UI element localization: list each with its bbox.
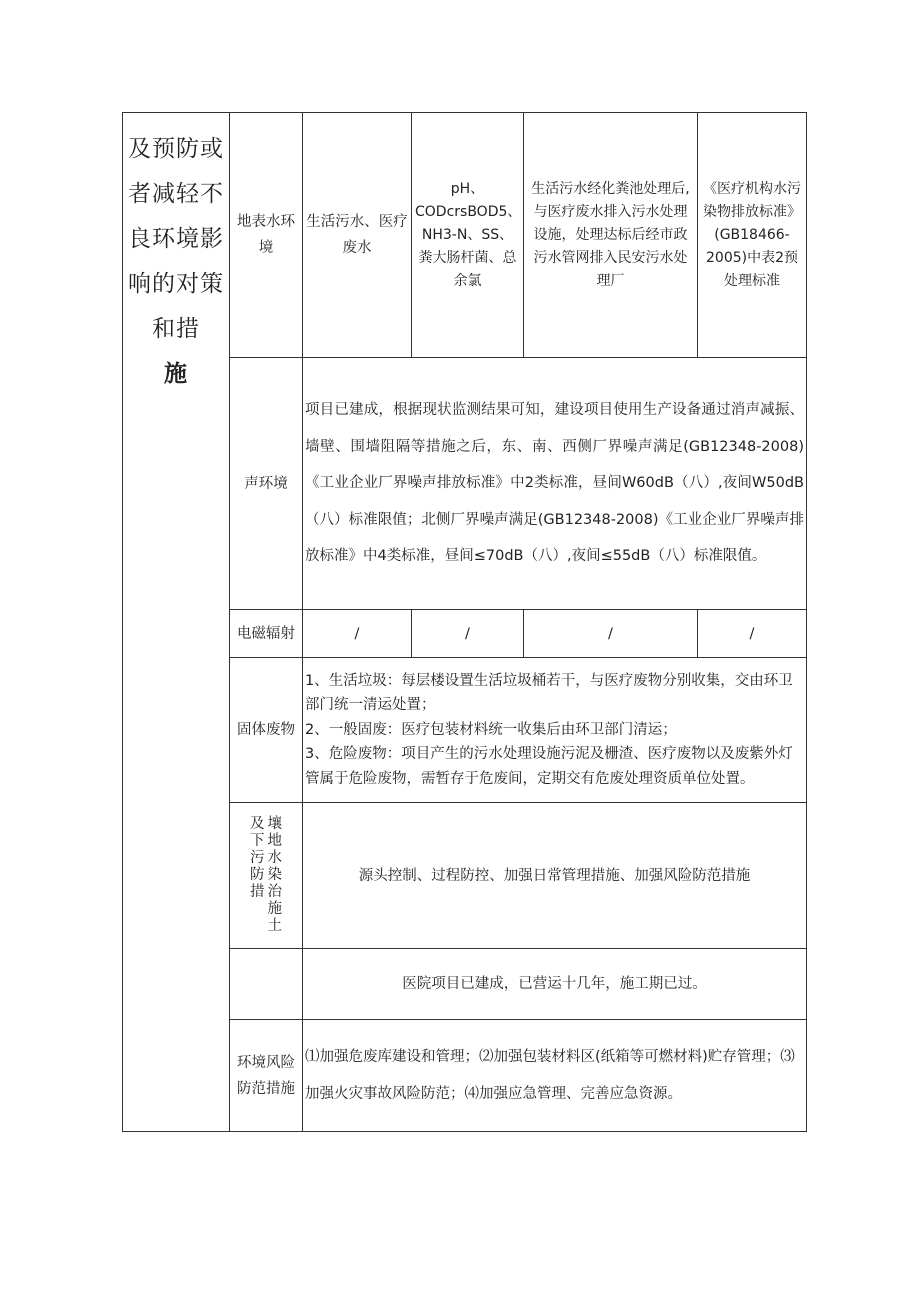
solid-waste-category: 固体废物 (230, 658, 303, 803)
noise-text: 项目已建成，根据现状监测结果可知，建设项目使用生产设备通过消声减振、墙壁、围墙阻隔等措施之后，东、南、西侧厂界噪声满足(GB12348-2008)《工业企业厂界噪声排放标准》中2类标准，昼间W60dB（八）,夜间W50dB（八）标准限值；北侧厂界噪声满足(GB12348-2008)《工业企业厂界噪声排放标准》中4类标准，昼间≤70dB（八）,夜间≤55dB（八）标准限值。 (303, 358, 807, 610)
solid-waste-text (303, 658, 807, 803)
solid-waste-item-1: 1、生活垃圾：每层楼设置生活垃圾桶若干，与医疗废物分别收集，交由环卫部门统一清运处置； (305, 672, 793, 714)
soil-char: 及 (250, 816, 265, 832)
em-cell-2: / (412, 610, 524, 658)
em-cell-3: / (524, 610, 698, 658)
soil-text: 源头控制、过程防控、加强日常管理措施、加强风险防范措施 (303, 803, 807, 949)
noise-category: 声环境 (230, 358, 303, 610)
left-heading-line1: 及预防或 (128, 136, 224, 162)
construction-category (230, 949, 303, 1020)
soil-category-col-b (268, 816, 283, 935)
soil-category (230, 803, 303, 949)
surface-water-source: 生活污水、医疗废水 (303, 113, 412, 358)
soil-char: 施 (267, 901, 282, 917)
left-heading-line3: 良环境影 (128, 226, 224, 252)
surface-water-measure: 生活污水经化粪池处理后,与医疗废水排入污水处理设施，处理达标后经市政污水管网排入民安污水处理厂 (524, 113, 698, 358)
soil-char: 防 (250, 867, 265, 883)
soil-char: 染 (267, 867, 282, 883)
left-heading-line6: 施 (164, 361, 188, 387)
em-category: 电磁辐射 (230, 610, 303, 658)
left-heading-line4: 响的对策 (128, 271, 224, 297)
soil-char: 下 (250, 833, 265, 849)
solid-waste-item-3: 3、危险废物：项目产生的污水处理设施污泥及栅渣、医疗废物以及废紫外灯管属于危险废物，需暂存于危废间，定期交有危废处理资质单位处置。 (305, 746, 793, 787)
soil-char: 壤 (267, 816, 282, 832)
soil-char: 水 (267, 850, 282, 866)
surface-water-category: 地表水环境 (230, 113, 303, 358)
surface-water-pollutants: pH、CODcrsBOD5、NH3-N、SS、粪大肠杆菌、总余氯 (412, 113, 524, 358)
surface-water-standard: 《医疗机构水污染物排放标准》(GB18466-2005)中表2预处理标准 (698, 113, 807, 358)
em-cell-4: / (698, 610, 807, 658)
left-heading-line2: 者减轻不 (128, 181, 224, 207)
soil-category-col-a (250, 816, 265, 935)
soil-char: 措 (250, 884, 265, 900)
soil-char: 地 (267, 833, 282, 849)
measures-table (122, 112, 807, 1132)
risk-category: 环境风险防范措施 (230, 1020, 303, 1132)
soil-char: 土 (267, 918, 282, 934)
left-heading-line5: 和措 (152, 316, 200, 342)
em-cell-1: / (303, 610, 412, 658)
surface-water-row (123, 113, 807, 358)
soil-char: 污 (250, 850, 265, 866)
left-heading (123, 113, 230, 1132)
construction-text: 医院项目已建成，已营运十几年，施工期已过。 (303, 949, 807, 1020)
solid-waste-item-2: 2、一般固废：医疗包装材料统一收集后由环卫部门清运； (305, 721, 677, 738)
risk-text: ⑴加强危废库建设和管理；⑵加强包装材料区(纸箱等可燃材料)贮存管理；⑶加强火灾事故风险防范；⑷加强应急管理、完善应急资源。 (303, 1020, 807, 1132)
soil-char: 治 (267, 884, 282, 900)
